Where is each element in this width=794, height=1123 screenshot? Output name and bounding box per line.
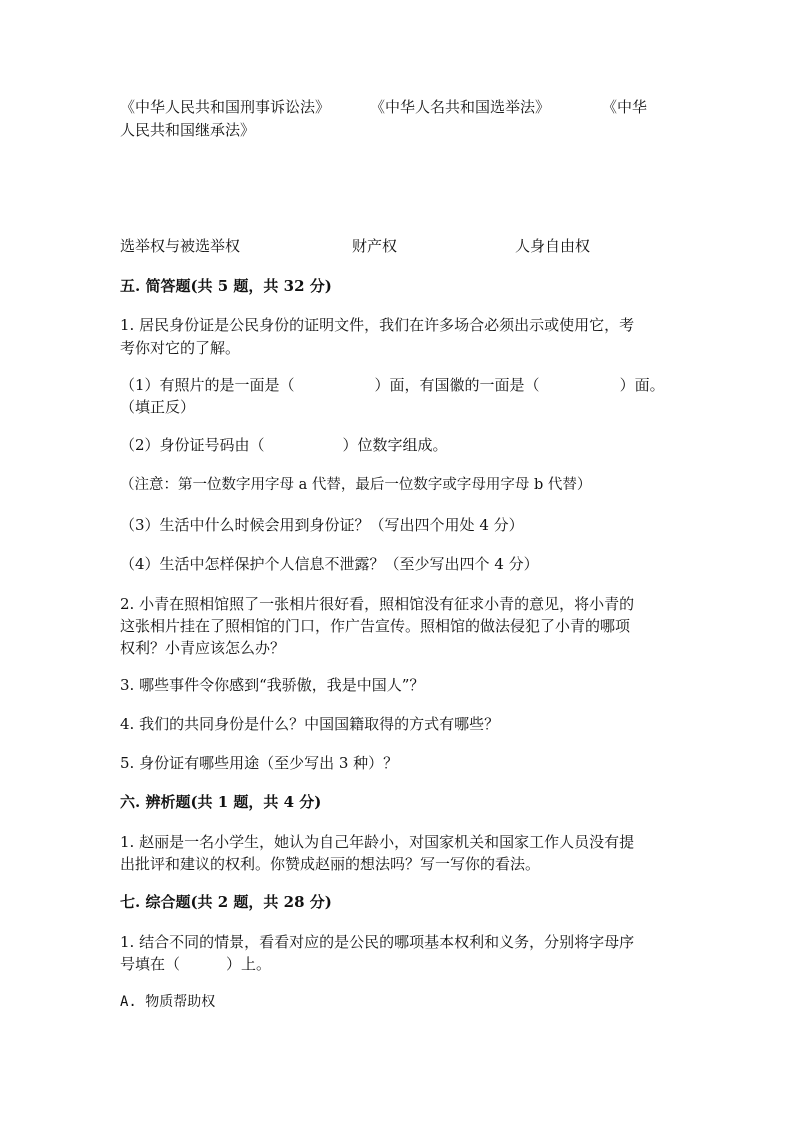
q5-1-part-1-line-2: （填正反） xyxy=(120,398,196,416)
law-inheritance-end: 人民共和国继承法》 xyxy=(120,121,256,139)
law-names-line-1 xyxy=(120,96,680,119)
q5-2-line-2: 这张相片挂在了照相馆的门口，作广告宣传。照相馆的做法侵犯了小青的哪项 xyxy=(120,617,631,635)
q6-1-line-1: 1. 赵丽是一名小学生，她认为自己年龄小，对国家机关和国家工作人员没有提 xyxy=(120,833,635,851)
law-criminal-procedure: 《中华人民共和国刑事诉讼法》 xyxy=(120,98,331,116)
law-inheritance-start: 《中华 xyxy=(602,98,648,116)
rights-line xyxy=(120,235,680,258)
right-personal-freedom: 人身自由权 xyxy=(515,237,591,255)
q6-1-line-2: 出批评和建议的权利。你赞成赵丽的想法吗？写一写你的看法。 xyxy=(120,855,541,873)
q7-1-line-2-a: 号填在（ xyxy=(120,955,181,973)
q7-1-line-1: 1. 结合不同的情景，看看对应的是公民的哪项基本权利和义务，分别将字母序 xyxy=(120,933,635,951)
q7-1-line-2 xyxy=(120,953,680,976)
q5-1-part-2-b: ）位数字组成。 xyxy=(342,436,448,454)
q5-1-part-4: （4）生活中怎样保护个人信息不泄露？（至少写出四个 4 分） xyxy=(120,555,539,573)
q5-1-line-1: 1. 居民身份证是公民身份的证明文件，我们在许多场合必须出示或使用它，考 xyxy=(120,316,635,334)
section-6-title: 六. 辨析题(共 1 题，共 4 分) xyxy=(120,793,322,811)
q7-1-line-2-b: ）上。 xyxy=(226,955,272,973)
q5-1-part-1-a: （1）有照片的是一面是（ xyxy=(120,376,295,394)
q5-2-line-3: 权利？小青应该怎么办？ xyxy=(120,639,286,657)
q5-1-part-1-c: ）面。 xyxy=(619,376,665,394)
q5-3: 3. 哪些事件令你感到“我骄傲，我是中国人”？ xyxy=(120,676,425,694)
q5-1-part-2-a: （2）身份证号码由（ xyxy=(120,436,265,454)
section-7-title: 七. 综合题(共 2 题，共 28 分) xyxy=(120,893,332,911)
q5-5: 5. 身份证有哪些用途（至少写出 3 种）？ xyxy=(120,754,399,772)
q5-4: 4. 我们的共同身份是什么？中国国籍取得的方式有哪些？ xyxy=(120,715,500,733)
q5-1-part-2 xyxy=(120,434,680,457)
law-names-line-2 xyxy=(120,119,680,142)
right-property: 财产权 xyxy=(352,237,398,255)
section-5-title: 五. 简答题(共 5 题，共 32 分) xyxy=(120,277,332,295)
q5-1-part-3: （3）生活中什么时候会用到身份证？（写出四个用处 4 分） xyxy=(120,516,524,534)
q5-1-note: （注意：第一位数字用字母 a 代替，最后一位数字或字母用字母 b 代替） xyxy=(120,477,592,493)
q5-1-part-1-b: ）面，有国徽的一面是（ xyxy=(374,376,540,394)
q7-1-option-a: A. 物质帮助权 xyxy=(120,994,216,1010)
q5-1-part-1 xyxy=(120,374,680,397)
right-election: 选举权与被选举权 xyxy=(120,237,241,255)
q5-1-line-2: 考你对它的了解。 xyxy=(120,339,241,357)
q5-2-line-1: 2. 小青在照相馆照了一张相片很好看，照相馆没有征求小青的意见，将小青的 xyxy=(120,595,635,613)
law-election: 《中华人名共和国选举法》 xyxy=(370,98,551,116)
